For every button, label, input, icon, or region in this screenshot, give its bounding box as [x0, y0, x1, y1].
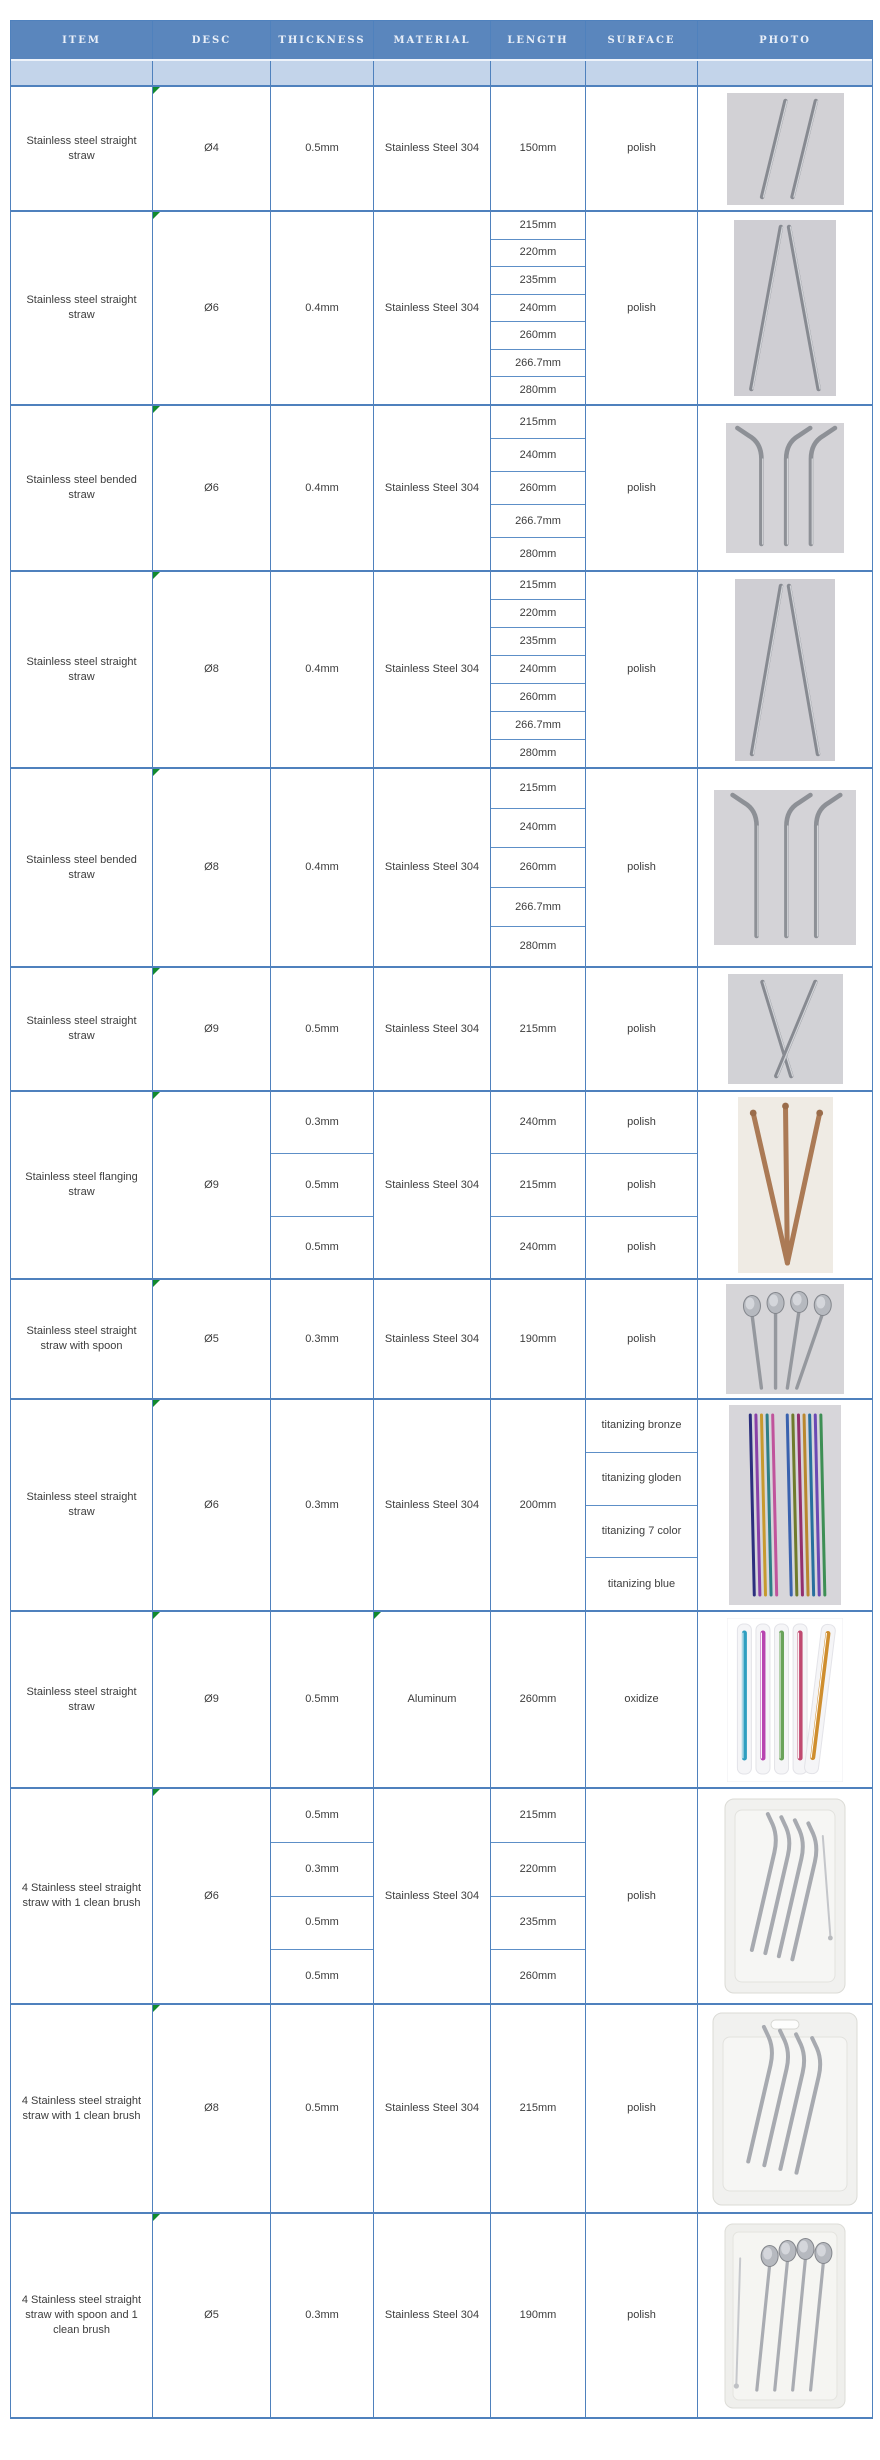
cell-corner-marker-icon — [153, 1400, 160, 1407]
product-row — [11, 767, 872, 966]
length-option: 215mm — [491, 1154, 585, 1216]
length-option: 235mm — [491, 267, 585, 295]
material-cell: Stainless Steel 304 — [374, 572, 491, 767]
photo-cell — [698, 87, 872, 210]
material-cell: Stainless Steel 304 — [374, 406, 491, 570]
material-cell: Stainless Steel 304 — [374, 2214, 491, 2417]
photo-four-spoon-straws — [703, 1282, 867, 1396]
surface-cell: polish — [586, 87, 698, 210]
length-option: 220mm — [491, 1843, 585, 1897]
thickness-cell: 0.3mm — [271, 1280, 374, 1398]
cell-corner-marker-icon — [153, 769, 160, 776]
photo-cell — [698, 2005, 872, 2212]
length-option: 240mm — [491, 809, 585, 849]
length-option: 235mm — [491, 1897, 585, 1951]
length-cell — [491, 769, 586, 966]
product-row — [11, 570, 872, 767]
photo-blister-pack-bent-straws-hang — [703, 2007, 867, 2210]
thickness-option: 0.3mm — [271, 1843, 373, 1897]
product-row — [11, 404, 872, 570]
product-row — [11, 1090, 872, 1278]
photo-blister-pack-bent-straws-brush — [703, 1791, 867, 2001]
cell-corner-marker-icon — [153, 1280, 160, 1287]
length-cell: 200mm — [491, 1400, 586, 1610]
surface-cell: polish — [586, 1280, 698, 1398]
header-cell-photo: PHOTO — [759, 34, 811, 46]
length-cell: 190mm — [491, 2214, 586, 2417]
photo-cell — [698, 968, 872, 1090]
item-cell: Stainless steel straight straw — [11, 212, 153, 404]
length-option: 260mm — [491, 472, 585, 505]
length-option: 280mm — [519, 384, 557, 397]
desc-cell: Ø9 — [153, 1092, 271, 1278]
subheader-cell — [11, 61, 153, 85]
photo-two-long-straight-straws — [703, 214, 867, 402]
length-option: 215mm — [491, 406, 585, 439]
photo-rainbow-titanized-straws — [703, 1402, 867, 1608]
photo-two-straight-straws — [703, 89, 867, 208]
product-row — [11, 1278, 872, 1398]
thickness-option: 0.5mm — [305, 1240, 339, 1253]
product-photo-image — [734, 220, 836, 396]
subheader-cell — [374, 61, 491, 85]
length-option: 240mm — [491, 439, 585, 472]
material-cell: Stainless Steel 304 — [374, 87, 491, 210]
thickness-cell: 0.5mm — [271, 87, 374, 210]
cell-corner-marker-icon — [153, 968, 160, 975]
length-cell — [491, 572, 586, 767]
material-cell: Stainless Steel 304 — [374, 769, 491, 966]
desc-cell: Ø6 — [153, 1789, 271, 2003]
surface-cell: polish — [586, 572, 698, 767]
cell-corner-marker-icon — [153, 1789, 160, 1796]
photo-cell — [698, 2214, 872, 2417]
material-cell: Stainless Steel 304 — [374, 1280, 491, 1398]
material-cell: Stainless Steel 304 — [374, 2005, 491, 2212]
photo-cell — [698, 1280, 872, 1398]
length-cell: 215mm — [491, 2005, 586, 2212]
length-option: 215mm — [491, 1789, 585, 1843]
photo-three-bent-straws-large — [703, 771, 867, 964]
length-cell — [491, 406, 586, 570]
item-cell: Stainless steel straight straw — [11, 87, 153, 210]
item-cell: Stainless steel straight straw — [11, 572, 153, 767]
surface-option: titanizing gloden — [586, 1453, 697, 1506]
thickness-option: 0.3mm — [271, 1092, 373, 1154]
thickness-cell: 0.4mm — [271, 406, 374, 570]
table-subheader-row — [11, 61, 872, 85]
subheader-cell — [491, 61, 586, 85]
length-cell — [491, 1092, 586, 1278]
item-cell: Stainless steel straight straw with spoon — [11, 1280, 153, 1398]
header-cell-item: ITEM — [11, 21, 153, 59]
header-cell-thickness: THICKNESS — [271, 21, 374, 59]
photo-cell — [698, 1612, 872, 1787]
header-cell-length: LENGTH — [491, 21, 586, 59]
thickness-cell: 0.4mm — [271, 212, 374, 404]
photo-cell — [698, 1092, 872, 1278]
length-option: 266.7mm — [491, 712, 585, 740]
product-row — [11, 1398, 872, 1610]
product-photo-image — [735, 579, 835, 761]
surface-cell: polish — [586, 212, 698, 404]
length-option: 260mm — [491, 684, 585, 712]
photo-blister-pack-spoon-straws-brush — [703, 2216, 867, 2415]
surface-cell: polish — [586, 769, 698, 966]
photo-cell — [698, 1789, 872, 2003]
product-photo-image — [721, 2220, 849, 2412]
surface-cell: polish — [586, 2005, 698, 2212]
photo-three-flanging-straws — [703, 1094, 867, 1276]
item-cell: Stainless steel straight straw — [11, 968, 153, 1090]
subheader-cell — [271, 61, 374, 85]
surface-cell: polish — [586, 2214, 698, 2417]
desc-cell: Ø8 — [153, 2005, 271, 2212]
thickness-cell: 0.3mm — [271, 2214, 374, 2417]
surface-option: titanizing 7 color — [586, 1506, 697, 1559]
length-option: 240mm — [491, 295, 585, 323]
product-photo-image — [714, 790, 856, 945]
product-photo-image — [738, 1097, 833, 1273]
header-cell-material: MATERIAL — [374, 21, 491, 59]
photo-cell — [698, 406, 872, 570]
surface-cell — [586, 1400, 698, 1610]
photo-two-crossed-straws — [703, 970, 867, 1088]
thickness-option: 0.5mm — [271, 1789, 373, 1843]
photo-three-bent-straws — [703, 408, 867, 568]
product-photo-image — [729, 1405, 841, 1605]
cell-corner-marker-icon — [153, 212, 160, 219]
thickness-option: 0.5mm — [305, 1970, 339, 1983]
cell-corner-marker-icon — [153, 2214, 160, 2221]
item-cell: Stainless steel straight straw — [11, 1612, 153, 1787]
surface-cell: polish — [586, 406, 698, 570]
material-cell: Stainless Steel 304 — [374, 1092, 491, 1278]
length-option: 260mm — [519, 1970, 557, 1983]
desc-cell: Ø9 — [153, 1612, 271, 1787]
material-cell: Stainless Steel 304 — [374, 1400, 491, 1610]
thickness-option: 0.5mm — [271, 1154, 373, 1216]
length-cell — [491, 212, 586, 404]
product-photo-image — [726, 1284, 844, 1394]
thickness-cell: 0.5mm — [271, 1612, 374, 1787]
product-row — [11, 2212, 872, 2417]
photo-cell — [698, 769, 872, 966]
subheader-cell — [153, 61, 271, 85]
product-row — [11, 966, 872, 1090]
cell-corner-marker-icon — [374, 1612, 381, 1619]
product-row — [11, 210, 872, 404]
desc-cell: Ø6 — [153, 406, 271, 570]
surface-cell: polish — [586, 968, 698, 1090]
surface-option: polish — [627, 1240, 656, 1253]
thickness-cell: 0.5mm — [271, 968, 374, 1090]
length-option: 215mm — [491, 212, 585, 240]
length-option: 215mm — [491, 572, 585, 600]
length-option: 235mm — [491, 628, 585, 656]
desc-cell: Ø6 — [153, 1400, 271, 1610]
photo-two-long-straight-straws — [703, 574, 867, 765]
length-cell: 150mm — [491, 87, 586, 210]
item-cell: Stainless steel straight straw — [11, 1400, 153, 1610]
item-cell: 4 Stainless steel straight straw with spoon and 1 clean brush — [11, 2214, 153, 2417]
product-photo-image — [727, 1618, 843, 1782]
length-option: 266.7mm — [491, 888, 585, 928]
product-row — [11, 1787, 872, 2003]
cell-corner-marker-icon — [153, 87, 160, 94]
length-option: 280mm — [519, 940, 557, 953]
subheader-cell — [586, 61, 698, 85]
product-row — [11, 85, 872, 210]
length-option: 280mm — [519, 547, 557, 560]
length-option: 266.7mm — [491, 505, 585, 538]
header-cell-desc: DESC — [153, 21, 271, 59]
product-photo-image — [727, 93, 844, 205]
product-spec-table — [10, 20, 873, 2419]
table-header-row — [11, 21, 872, 61]
subheader-cell — [698, 61, 872, 85]
length-option: 260mm — [491, 848, 585, 888]
thickness-cell: 0.4mm — [271, 572, 374, 767]
cell-corner-marker-icon — [153, 1612, 160, 1619]
cell-corner-marker-icon — [153, 1092, 160, 1099]
material-cell: Aluminum — [374, 1612, 491, 1787]
item-cell: 4 Stainless steel straight straw with 1 clean brush — [11, 1789, 153, 2003]
photo-cell — [698, 572, 872, 767]
product-row — [11, 1610, 872, 1787]
cell-corner-marker-icon — [153, 572, 160, 579]
desc-cell: Ø5 — [153, 1280, 271, 1398]
length-cell: 215mm — [491, 968, 586, 1090]
length-cell: 260mm — [491, 1612, 586, 1787]
surface-cell: oxidize — [586, 1612, 698, 1787]
product-photo-image — [722, 1796, 848, 1996]
thickness-option: 0.5mm — [271, 1897, 373, 1951]
material-cell: Stainless Steel 304 — [374, 1789, 491, 2003]
cell-corner-marker-icon — [153, 406, 160, 413]
item-cell: Stainless steel bended straw — [11, 769, 153, 966]
surface-option: polish — [586, 1154, 697, 1216]
material-cell: Stainless Steel 304 — [374, 968, 491, 1090]
length-option: 220mm — [491, 600, 585, 628]
cell-corner-marker-icon — [153, 2005, 160, 2012]
length-option: 266.7mm — [491, 350, 585, 378]
photo-cell — [698, 212, 872, 404]
desc-cell: Ø8 — [153, 572, 271, 767]
product-photo-image — [728, 974, 843, 1084]
desc-cell: Ø4 — [153, 87, 271, 210]
material-cell: Stainless Steel 304 — [374, 212, 491, 404]
thickness-cell: 0.3mm — [271, 1400, 374, 1610]
surface-cell: polish — [586, 1789, 698, 2003]
length-option: 240mm — [519, 1240, 557, 1253]
length-option: 215mm — [491, 769, 585, 809]
surface-option: titanizing blue — [607, 1577, 676, 1590]
thickness-cell: 0.5mm — [271, 2005, 374, 2212]
item-cell: 4 Stainless steel straight straw with 1 clean brush — [11, 2005, 153, 2212]
item-cell: Stainless steel flanging straw — [11, 1092, 153, 1278]
thickness-cell: 0.4mm — [271, 769, 374, 966]
desc-cell: Ø5 — [153, 2214, 271, 2417]
length-option: 240mm — [491, 1092, 585, 1154]
product-photo-image — [726, 423, 844, 553]
length-option: 240mm — [491, 656, 585, 684]
length-option: 220mm — [491, 240, 585, 268]
surface-option: polish — [586, 1092, 697, 1154]
header-cell-surface: SURFACE — [586, 21, 698, 59]
surface-cell — [586, 1092, 698, 1278]
desc-cell: Ø8 — [153, 769, 271, 966]
item-cell: Stainless steel bended straw — [11, 406, 153, 570]
length-cell — [491, 1789, 586, 2003]
photo-cell — [698, 1400, 872, 1610]
thickness-cell — [271, 1789, 374, 2003]
product-row — [11, 2003, 872, 2212]
length-option: 280mm — [519, 747, 557, 760]
photo-five-colored-aluminum-straws — [703, 1614, 867, 1785]
thickness-cell — [271, 1092, 374, 1278]
desc-cell: Ø9 — [153, 968, 271, 1090]
length-cell: 190mm — [491, 1280, 586, 1398]
desc-cell: Ø6 — [153, 212, 271, 404]
length-option: 260mm — [491, 322, 585, 350]
surface-option: titanizing bronze — [586, 1400, 697, 1453]
product-photo-image — [710, 2010, 860, 2208]
